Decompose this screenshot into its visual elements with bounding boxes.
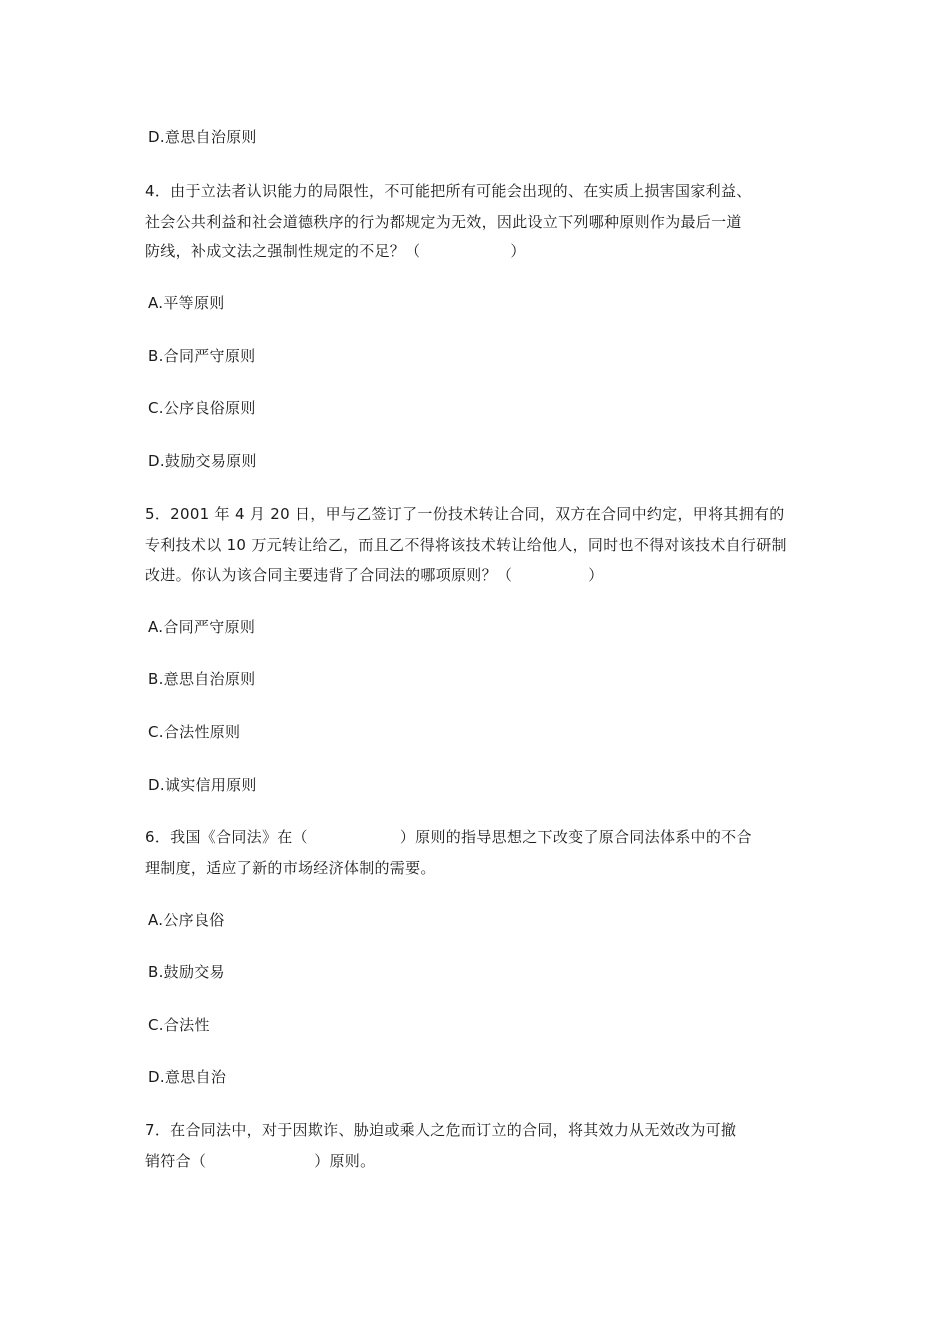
q4-stem-text: 防线，补成文法之强制性规定的不足？（ <box>145 242 421 260</box>
q6-stem-line-1 <box>145 827 752 847</box>
q7-stem-rest: ）原则。 <box>314 1152 376 1170</box>
q5-option-b: B.意思自治原则 <box>148 670 256 688</box>
q3-option-d: D.意思自治原则 <box>148 128 257 146</box>
q5-stem-line-3 <box>145 565 604 585</box>
q7-stem-line-1: 7．在合同法中，对于因欺诈、胁迫或乘人之危而订立的合同，将其效力从无效改为可撤 <box>145 1121 737 1139</box>
q5-stem-text: 改进。你认为该合同主要违背了合同法的哪项原则？（ <box>145 566 513 584</box>
q4-close-paren: ） <box>510 242 526 260</box>
q4-option-d: D.鼓励交易原则 <box>148 452 257 470</box>
q5-stem-line-1: 5．2001 年 4 月 20 日，甲与乙签订了一份技术转让合同，双方在合同中约定，甲将其拥有的 <box>145 505 785 523</box>
q5-option-d: D.诚实信用原则 <box>148 776 257 794</box>
q5-option-c: C.合法性原则 <box>148 723 241 741</box>
q4-stem-line-2: 社会公共利益和社会道德秩序的行为都规定为无效，因此设立下列哪种原则作为最后一道 <box>145 213 742 231</box>
q6-option-b: B.鼓励交易 <box>148 963 225 981</box>
q4-stem-line-1: 4．由于立法者认识能力的局限性，不可能把所有可能会出现的、在实质上损害国家利益、 <box>145 182 752 200</box>
q5-stem-line-2: 专利技术以 10 万元转让给乙，而且乙不得将该技术转让给他人，同时也不得对该技术自行研制 <box>145 536 787 554</box>
q6-stem-text: 6．我国《合同法》在（ <box>145 828 308 846</box>
q4-stem-line-3 <box>145 241 526 261</box>
q5-close-paren: ） <box>588 566 604 584</box>
q6-stem-line-2: 理制度，适应了新的市场经济体制的需要。 <box>145 859 436 877</box>
q4-option-a: A.平等原则 <box>148 294 225 312</box>
q5-option-a: A.合同严守原则 <box>148 618 256 636</box>
q7-stem-text: 销符合（ <box>145 1152 207 1170</box>
q6-option-a: A.公序良俗 <box>148 911 225 929</box>
q6-option-c: C.合法性 <box>148 1016 210 1034</box>
q7-stem-line-2 <box>145 1151 375 1171</box>
q6-stem-rest: ）原则的指导思想之下改变了原合同法体系中的不合 <box>399 828 752 846</box>
q6-option-d: D.意思自治 <box>148 1068 227 1086</box>
q4-option-c: C.公序良俗原则 <box>148 399 256 417</box>
q4-option-b: B.合同严守原则 <box>148 347 256 365</box>
